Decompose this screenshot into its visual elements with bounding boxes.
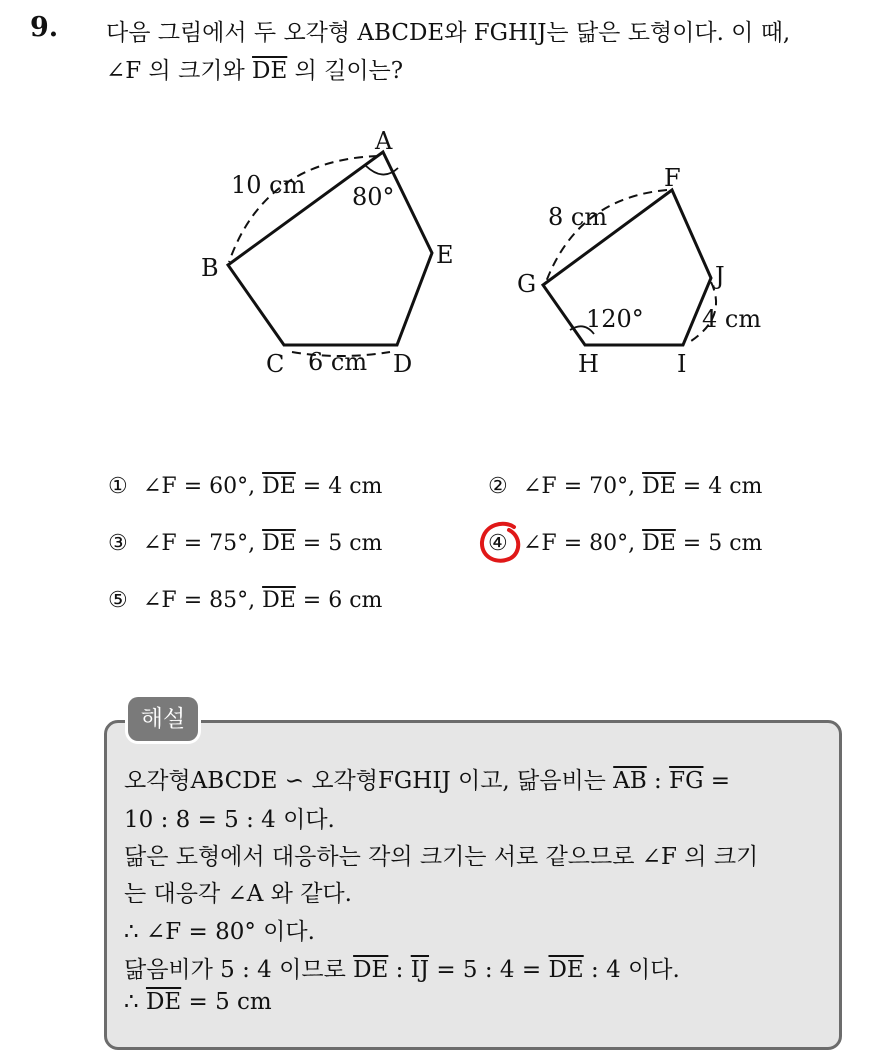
question-text-line2: ∠F 의 크기와 $\overline{DE}$ 의 길이는? <box>106 58 404 84</box>
vertex-a: A <box>375 127 393 155</box>
vertex-e: E <box>436 241 454 269</box>
choice-5[interactable]: ⑤ ∠F = 85°, $\overline{DE} = 6$ cm <box>108 588 383 613</box>
solution-tag: 해설 <box>128 697 198 741</box>
vertex-g: G <box>517 270 537 298</box>
vertex-h: H <box>578 350 599 378</box>
label-fg-length: 8 cm <box>548 203 608 231</box>
answer-circle-mark <box>476 518 526 568</box>
solution-line-5: ∴ ∠F = 80° 이다. <box>124 919 315 945</box>
choice-3[interactable]: ③ ∠F = 75°, $\overline{DE} = 5$ cm <box>108 531 383 556</box>
vertex-i: I <box>677 350 687 378</box>
pentagon-figure <box>0 0 884 400</box>
question-text-line1: 다음 그림에서 두 오각형 ABCDE와 FGHIJ는 닮은 도형이다. 이 때, <box>106 20 791 46</box>
label-ab-length: 10 cm <box>231 171 306 199</box>
label-angle-h: 120° <box>586 305 644 333</box>
choice-4[interactable]: ④ ∠F = 80°, $\overline{DE} = 5$ cm <box>488 531 763 556</box>
label-cd-length: 6 cm <box>308 348 368 376</box>
vertex-d: D <box>393 350 413 378</box>
solution-line-4: 는 대응각 ∠A 와 같다. <box>124 881 352 907</box>
segment-de: $\overline{DE}$ <box>252 58 288 84</box>
label-angle-a: 80° <box>352 183 395 211</box>
solution-line-1: 오각형ABCDE ∽ 오각형FGHIJ 이고, 닮음비는 $\overline{AB}$ : $\overline{FG}$ = <box>124 768 731 794</box>
choice-1[interactable]: ① ∠F = 60°, $\overline{DE} = 4$ cm <box>108 474 383 499</box>
solution-line-7: ∴ $\overline{DE} = 5$ cm <box>124 989 272 1015</box>
solution-line-2: 10 : 8 = 5 : 4 이다. <box>124 807 335 833</box>
solution-line-6: 닮음비가 5 : 4 이므로 $\overline{DE}$ : $\overline{IJ} = 5$ : $4 = \overline{DE}$ : 4 이다. <box>124 957 680 983</box>
solution-line-3: 닮은 도형에서 대응하는 각의 크기는 서로 같으므로 ∠F 의 크기 <box>124 844 759 870</box>
vertex-j: J <box>715 262 725 290</box>
vertex-b: B <box>201 254 219 282</box>
label-ij-length: 4 cm <box>702 305 762 333</box>
vertex-c: C <box>266 350 285 378</box>
vertex-f: F <box>664 164 681 192</box>
choice-2[interactable]: ② ∠F = 70°, $\overline{DE} = 4$ cm <box>488 474 763 499</box>
question-number: 9. <box>30 12 59 43</box>
